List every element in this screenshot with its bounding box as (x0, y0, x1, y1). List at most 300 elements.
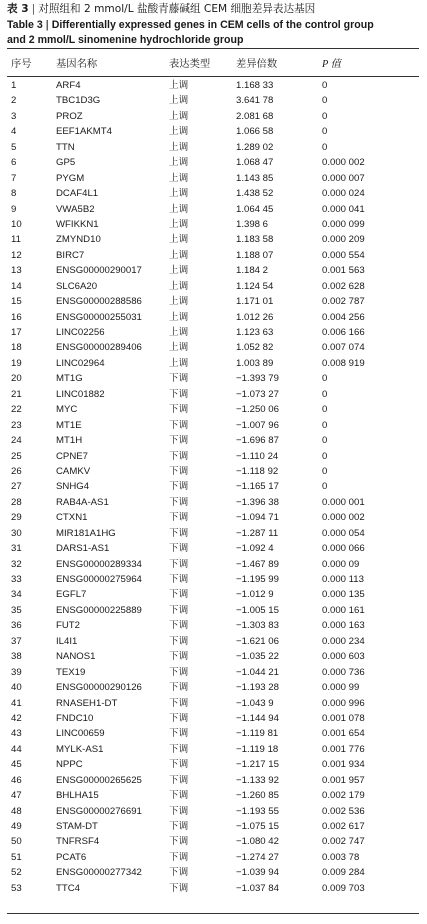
table-row (0, 834, 427, 849)
gene-name-cell: ZMYND10 (56, 234, 101, 246)
expression-type-cell: 下调 (169, 774, 189, 786)
fold-change-cell: −1.012 9 (236, 589, 274, 601)
table-row (0, 603, 427, 618)
expression-type-cell: 下调 (169, 543, 189, 555)
table-caption (7, 2, 423, 49)
gene-name-cell: ENSG00000289334 (56, 558, 142, 570)
expression-type-cell: 下调 (169, 851, 189, 863)
table-row (0, 294, 427, 309)
p-value-cell: 0.002 617 (322, 821, 365, 832)
fold-change-cell: −1.035 22 (236, 651, 279, 663)
fold-change-cell: 1.184 2 (236, 265, 269, 277)
expression-type-cell: 下调 (169, 450, 189, 462)
p-value-cell: 0.001 934 (322, 759, 365, 771)
fold-change-cell: 3.641 78 (236, 95, 274, 107)
fold-change-cell: 1.124 54 (236, 280, 274, 292)
expression-type-cell: 下调 (169, 682, 189, 694)
fold-change-cell: −1.037 84 (236, 882, 279, 894)
table-row (0, 186, 427, 201)
expression-type-cell: 上调 (169, 218, 189, 230)
table-bottom-rule (7, 913, 419, 914)
gene-name-cell: SNHG4 (56, 481, 90, 493)
row-index-cell: 40 (11, 682, 22, 694)
p-value-cell: 0.000 066 (322, 543, 365, 555)
table-row (0, 526, 427, 541)
gene-name-cell: TTC4 (56, 882, 80, 894)
row-index-cell: 43 (11, 728, 22, 740)
gene-name-cell: ENSG00000265625 (56, 774, 142, 786)
table-row (0, 109, 427, 124)
gene-name-cell: CAMKV (56, 465, 91, 477)
p-value-cell: 0 (322, 419, 328, 431)
row-index-cell: 4 (11, 126, 17, 138)
p-value-cell: 0.000 024 (322, 188, 365, 200)
gene-name-cell: LINC01882 (56, 388, 105, 400)
expression-type-cell: 下调 (169, 666, 189, 678)
row-index-cell: 42 (11, 712, 22, 724)
caption-separator: | (45, 18, 49, 31)
header-index: 序号 (11, 58, 32, 70)
expression-type-cell: 下调 (169, 435, 189, 447)
caption-en-label: Table 3 (7, 18, 43, 31)
expression-type-cell: 上调 (169, 188, 189, 200)
table-row (0, 495, 427, 510)
row-index-cell: 41 (11, 697, 22, 709)
row-index-cell: 2 (11, 95, 17, 107)
p-value-cell: 0.000 736 (322, 666, 365, 678)
expression-type-cell: 下调 (169, 728, 189, 740)
expression-type-cell: 上调 (169, 327, 189, 338)
row-index-cell: 46 (11, 774, 22, 786)
fold-change-cell: −1.119 18 (236, 743, 279, 755)
table-row (0, 449, 427, 464)
p-value-cell: 0.000 001 (322, 496, 365, 508)
p-value-cell: 0.001 957 (322, 774, 365, 786)
row-index-cell: 24 (11, 435, 22, 447)
p-value-cell: 0 (322, 80, 328, 91)
row-index-cell: 27 (11, 481, 22, 493)
gene-name-cell: GP5 (56, 157, 76, 169)
fold-change-cell: −1.195 99 (236, 574, 279, 585)
fold-change-cell: −1.110 24 (236, 450, 279, 462)
gene-name-cell: ENSG00000275964 (56, 574, 142, 585)
p-value-cell: 0 (322, 110, 328, 122)
expression-type-cell: 上调 (169, 342, 189, 354)
expression-type-cell: 下调 (169, 527, 189, 539)
row-index-cell: 44 (11, 743, 22, 755)
fold-change-cell: 2.081 68 (236, 110, 274, 122)
fold-change-cell: −1.260 85 (236, 790, 279, 802)
p-value-cell: 0.000 996 (322, 697, 365, 709)
p-value-cell: 0.003 78 (322, 851, 360, 863)
table-row (0, 356, 427, 371)
table-row (0, 665, 427, 680)
gene-name-cell: TEX19 (56, 666, 86, 678)
p-value-cell: 0 (322, 481, 328, 493)
gene-name-cell: MYLK-AS1 (56, 743, 104, 755)
fold-change-cell: 1.003 89 (236, 357, 274, 369)
gene-name-cell: RNASEH1-DT (56, 697, 118, 709)
expression-type-cell: 上调 (169, 203, 189, 215)
row-index-cell: 11 (11, 234, 21, 246)
table-row (0, 217, 427, 232)
table-row (0, 433, 427, 448)
p-value-cell: 0.001 078 (322, 712, 365, 724)
fold-change-cell: −1.039 94 (236, 867, 279, 879)
p-value-cell: 0.000 054 (322, 527, 365, 539)
caption-chinese (7, 2, 423, 18)
p-value-cell: 0 (322, 388, 328, 400)
table-row (0, 757, 427, 772)
row-index-cell: 33 (11, 574, 22, 585)
expression-type-cell: 上调 (169, 80, 189, 91)
gene-name-cell: MYC (56, 404, 78, 416)
caption-en-title-line1: Differentially expressed genes in CEM cells of the control group (51, 18, 374, 31)
caption-english-line2 (7, 33, 423, 49)
expression-type-cell: 下调 (169, 589, 189, 601)
fold-change-cell: −1.621 06 (236, 635, 279, 647)
p-value-cell: 0.000 007 (322, 172, 365, 184)
expression-type-cell: 上调 (169, 141, 189, 153)
gene-name-cell: ENSG00000276691 (56, 805, 142, 817)
row-index-cell: 10 (11, 218, 22, 230)
fold-change-cell: −1.217 15 (236, 759, 279, 771)
p-value-cell: 0.002 179 (322, 790, 365, 802)
fold-change-cell: 1.183 58 (236, 234, 274, 246)
expression-type-cell: 下调 (169, 759, 189, 771)
fold-change-cell: 1.012 26 (236, 311, 274, 323)
row-index-cell: 8 (11, 188, 17, 200)
table-row (0, 819, 427, 834)
expression-type-cell: 下调 (169, 419, 189, 431)
table-row (0, 788, 427, 803)
gene-name-cell: ENSG00000290017 (56, 265, 142, 277)
expression-type-cell: 下调 (169, 805, 189, 817)
table-row (0, 680, 427, 695)
expression-type-cell: 下调 (169, 620, 189, 632)
caption-separator: | (31, 3, 36, 15)
gene-name-cell: EEF1AKMT4 (56, 126, 112, 138)
p-value-cell: 0 (322, 435, 328, 447)
fold-change-cell: 1.064 45 (236, 203, 274, 215)
gene-name-cell: LINC00659 (56, 728, 105, 740)
gene-name-cell: FUT2 (56, 620, 80, 632)
p-value-cell: 0 (322, 126, 328, 138)
fold-change-cell: −1.393 79 (236, 373, 279, 385)
row-index-cell: 36 (11, 620, 22, 632)
row-index-cell: 47 (11, 790, 22, 802)
caption-zh-title: 对照组和 2 mmol/L 盐酸青藤碱组 CEM 细胞差异表达基因 (38, 3, 316, 15)
caption-zh-label: 表 3 (7, 3, 29, 15)
fold-change-cell: −1.396 38 (236, 496, 279, 508)
gene-name-cell: TBC1D3G (56, 95, 101, 107)
expression-type-cell: 上调 (169, 296, 189, 308)
expression-type-cell: 下调 (169, 574, 189, 585)
p-value-cell: 0.000 113 (322, 574, 364, 585)
expression-type-cell: 上调 (169, 126, 189, 138)
table-body (0, 78, 427, 896)
p-value-cell: 0.000 603 (322, 651, 365, 663)
expression-type-cell: 下调 (169, 867, 189, 879)
header-gene-name: 基因名称 (56, 58, 98, 70)
row-index-cell: 48 (11, 805, 22, 817)
table-row (0, 773, 427, 788)
gene-name-cell: RAB4A-AS1 (56, 496, 109, 508)
fold-change-cell: 1.052 82 (236, 342, 274, 354)
p-value-cell: 0.001 776 (322, 743, 365, 755)
table-row (0, 325, 427, 340)
expression-type-cell: 下调 (169, 604, 189, 616)
row-index-cell: 28 (11, 496, 22, 508)
fold-change-cell: −1.043 9 (236, 697, 274, 709)
gene-name-cell: SLC6A20 (56, 280, 98, 292)
fold-change-cell: −1.193 55 (236, 805, 279, 817)
row-index-cell: 45 (11, 759, 22, 771)
fold-change-cell: −1.696 87 (236, 435, 279, 447)
row-index-cell: 7 (11, 172, 17, 184)
p-value-cell: 0.000 002 (322, 512, 365, 524)
table-row (0, 649, 427, 664)
row-index-cell: 18 (11, 342, 22, 354)
table-row (0, 124, 427, 139)
gene-name-cell: ARF4 (56, 80, 81, 91)
p-value-cell: 0.000 161 (322, 604, 365, 616)
gene-name-cell: MT1H (56, 435, 83, 447)
row-index-cell: 34 (11, 589, 22, 601)
expression-type-cell: 下调 (169, 496, 189, 508)
table-row (0, 310, 427, 325)
expression-type-cell: 上调 (169, 280, 189, 292)
gene-name-cell: IL4I1 (56, 635, 78, 647)
expression-type-cell: 下调 (169, 481, 189, 493)
table-header (0, 50, 427, 74)
table-row (0, 711, 427, 726)
gene-name-cell: FNDC10 (56, 712, 94, 724)
p-value-cell: 0.000 234 (322, 635, 365, 647)
table-row (0, 263, 427, 278)
table-row (0, 572, 427, 587)
fold-change-cell: −1.007 96 (236, 419, 279, 431)
table-row (0, 387, 427, 402)
gene-name-cell: MT1E (56, 419, 82, 431)
gene-name-cell: VWA5B2 (56, 203, 95, 215)
p-value-cell: 0.004 256 (322, 311, 365, 323)
table-row (0, 93, 427, 108)
table-top-rule (7, 48, 419, 49)
table-row (0, 510, 427, 525)
gene-name-cell: ENSG00000277342 (56, 867, 142, 879)
expression-type-cell: 下调 (169, 790, 189, 802)
p-value-cell: 0.008 919 (322, 357, 365, 369)
gene-name-cell: LINC02256 (56, 327, 105, 338)
p-value-cell: 0 (322, 404, 328, 416)
expression-type-cell: 下调 (169, 512, 189, 524)
fold-change-cell: −1.080 42 (236, 836, 279, 848)
caption-en-title-line2: and 2 mmol/L sinomenine hydrochloride group (7, 34, 244, 47)
fold-change-cell: −1.118 92 (236, 465, 279, 477)
expression-type-cell: 上调 (169, 95, 189, 107)
p-value-cell: 0 (322, 141, 328, 153)
gene-name-cell: ENSG00000255031 (56, 311, 142, 323)
table-row (0, 340, 427, 355)
p-value-cell: 0 (322, 450, 328, 462)
fold-change-cell: −1.094 71 (236, 512, 279, 524)
fold-change-cell: −1.303 83 (236, 620, 279, 632)
row-index-cell: 16 (11, 311, 22, 323)
row-index-cell: 23 (11, 419, 22, 431)
fold-change-cell: −1.044 21 (236, 666, 279, 678)
fold-change-cell: 1.066 58 (236, 126, 274, 138)
gene-name-cell: PCAT6 (56, 851, 87, 863)
row-index-cell: 39 (11, 666, 22, 678)
table-row (0, 696, 427, 711)
gene-name-cell: ENSG00000290126 (56, 682, 142, 694)
row-index-cell: 53 (11, 882, 22, 894)
expression-type-cell: 下调 (169, 882, 189, 894)
table-row (0, 371, 427, 386)
gene-name-cell: LINC02964 (56, 357, 105, 369)
fold-change-cell: 1.143 85 (236, 172, 274, 184)
fold-change-cell: −1.467 89 (236, 558, 279, 570)
table-row (0, 726, 427, 741)
p-value-cell: 0.002 536 (322, 805, 365, 817)
p-value-cell: 0.009 703 (322, 882, 365, 894)
row-index-cell: 51 (11, 851, 22, 863)
p-value-cell: 0.001 654 (322, 728, 365, 740)
gene-name-cell: MIR181A1HG (56, 527, 116, 539)
p-value-cell: 0.000 99 (322, 682, 360, 694)
row-index-cell: 6 (11, 157, 17, 169)
row-index-cell: 5 (11, 141, 17, 153)
expression-type-cell: 上调 (169, 311, 189, 323)
row-index-cell: 35 (11, 604, 22, 616)
gene-name-cell: ENSG00000225889 (56, 604, 142, 616)
table-row (0, 140, 427, 155)
p-value-cell: 0.000 041 (322, 203, 365, 215)
row-index-cell: 38 (11, 651, 22, 663)
caption-english (7, 18, 423, 34)
gene-name-cell: DCAF4L1 (56, 188, 99, 200)
expression-type-cell: 下调 (169, 697, 189, 709)
fold-change-cell: −1.287 11 (236, 527, 279, 539)
table-row (0, 479, 427, 494)
fold-change-cell: 1.188 07 (236, 249, 274, 261)
table-row (0, 587, 427, 602)
p-value-cell: 0.000 135 (322, 589, 365, 601)
fold-change-cell: 1.171 01 (236, 296, 274, 308)
fold-change-cell: −1.005 15 (236, 604, 279, 616)
table-row (0, 171, 427, 186)
fold-change-cell: 1.289 02 (236, 141, 274, 153)
row-index-cell: 3 (11, 110, 17, 122)
table-row (0, 634, 427, 649)
fold-change-cell: 1.398 6 (236, 218, 269, 230)
row-index-cell: 52 (11, 867, 22, 879)
header-p-value: P 值 (322, 59, 341, 70)
expression-type-cell: 下调 (169, 373, 189, 385)
gene-name-cell: BIRC7 (56, 249, 85, 261)
table-header-rule (7, 76, 419, 77)
gene-name-cell: ENSG00000288586 (56, 296, 142, 308)
gene-name-cell: PROZ (56, 110, 83, 122)
gene-name-cell: NANOS1 (56, 651, 96, 663)
row-index-cell: 12 (11, 249, 22, 261)
row-index-cell: 17 (11, 327, 22, 338)
table-row (0, 248, 427, 263)
fold-change-cell: 1.168 33 (236, 80, 274, 91)
header-fold-change: 差异倍数 (236, 58, 278, 70)
p-value-cell: 0.000 002 (322, 157, 365, 169)
gene-name-cell: PYGM (56, 172, 85, 184)
expression-type-cell: 下调 (169, 651, 189, 663)
expression-type-cell: 上调 (169, 234, 189, 246)
expression-type-cell: 下调 (169, 558, 189, 570)
table-row (0, 541, 427, 556)
fold-change-cell: −1.165 17 (236, 481, 279, 493)
gene-name-cell: EGFL7 (56, 589, 87, 601)
row-index-cell: 21 (11, 388, 22, 400)
fold-change-cell: −1.119 81 (236, 728, 279, 740)
row-index-cell: 13 (11, 265, 22, 277)
expression-type-cell: 上调 (169, 249, 189, 261)
row-index-cell: 25 (11, 450, 22, 462)
table-row (0, 850, 427, 865)
table-row (0, 232, 427, 247)
table-row (0, 202, 427, 217)
table-row (0, 279, 427, 294)
p-value-cell: 0.000 09 (322, 558, 360, 570)
table-row (0, 464, 427, 479)
gene-name-cell: BHLHA15 (56, 790, 99, 802)
row-index-cell: 22 (11, 404, 22, 416)
gene-name-cell: ENSG00000289406 (56, 342, 142, 354)
gene-name-cell: STAM-DT (56, 821, 98, 832)
table-row (0, 557, 427, 572)
gene-name-cell: TNFRSF4 (56, 836, 100, 848)
row-index-cell: 30 (11, 527, 22, 539)
row-index-cell: 32 (11, 558, 22, 570)
expression-type-cell: 下调 (169, 821, 189, 832)
fold-change-cell: −1.193 28 (236, 682, 279, 694)
fold-change-cell: 1.438 52 (236, 188, 274, 200)
p-value-cell: 0.001 563 (322, 265, 365, 277)
row-index-cell: 49 (11, 821, 22, 832)
table-row (0, 742, 427, 757)
gene-name-cell: NPPC (56, 759, 83, 771)
p-value-cell: 0.002 787 (322, 296, 365, 308)
fold-change-cell: −1.133 92 (236, 774, 279, 786)
row-index-cell: 50 (11, 836, 22, 848)
row-index-cell: 31 (11, 543, 22, 555)
row-index-cell: 29 (11, 512, 22, 524)
row-index-cell: 1 (11, 80, 17, 91)
row-index-cell: 26 (11, 465, 22, 477)
row-index-cell: 15 (11, 296, 22, 308)
p-value-cell: 0.007 074 (322, 342, 365, 354)
gene-name-cell: CPNE7 (56, 450, 88, 462)
gene-name-cell: MT1G (56, 373, 83, 385)
row-index-cell: 14 (11, 280, 22, 292)
table-row (0, 402, 427, 417)
expression-type-cell: 下调 (169, 465, 189, 477)
expression-type-cell: 上调 (169, 172, 189, 184)
p-value-cell: 0 (322, 465, 328, 477)
gene-name-cell: CTXN1 (56, 512, 88, 524)
p-value-cell: 0.000 099 (322, 218, 365, 230)
p-value-cell: 0.006 166 (322, 327, 365, 338)
fold-change-cell: −1.274 27 (236, 851, 279, 863)
p-value-cell: 0.009 284 (322, 867, 365, 879)
